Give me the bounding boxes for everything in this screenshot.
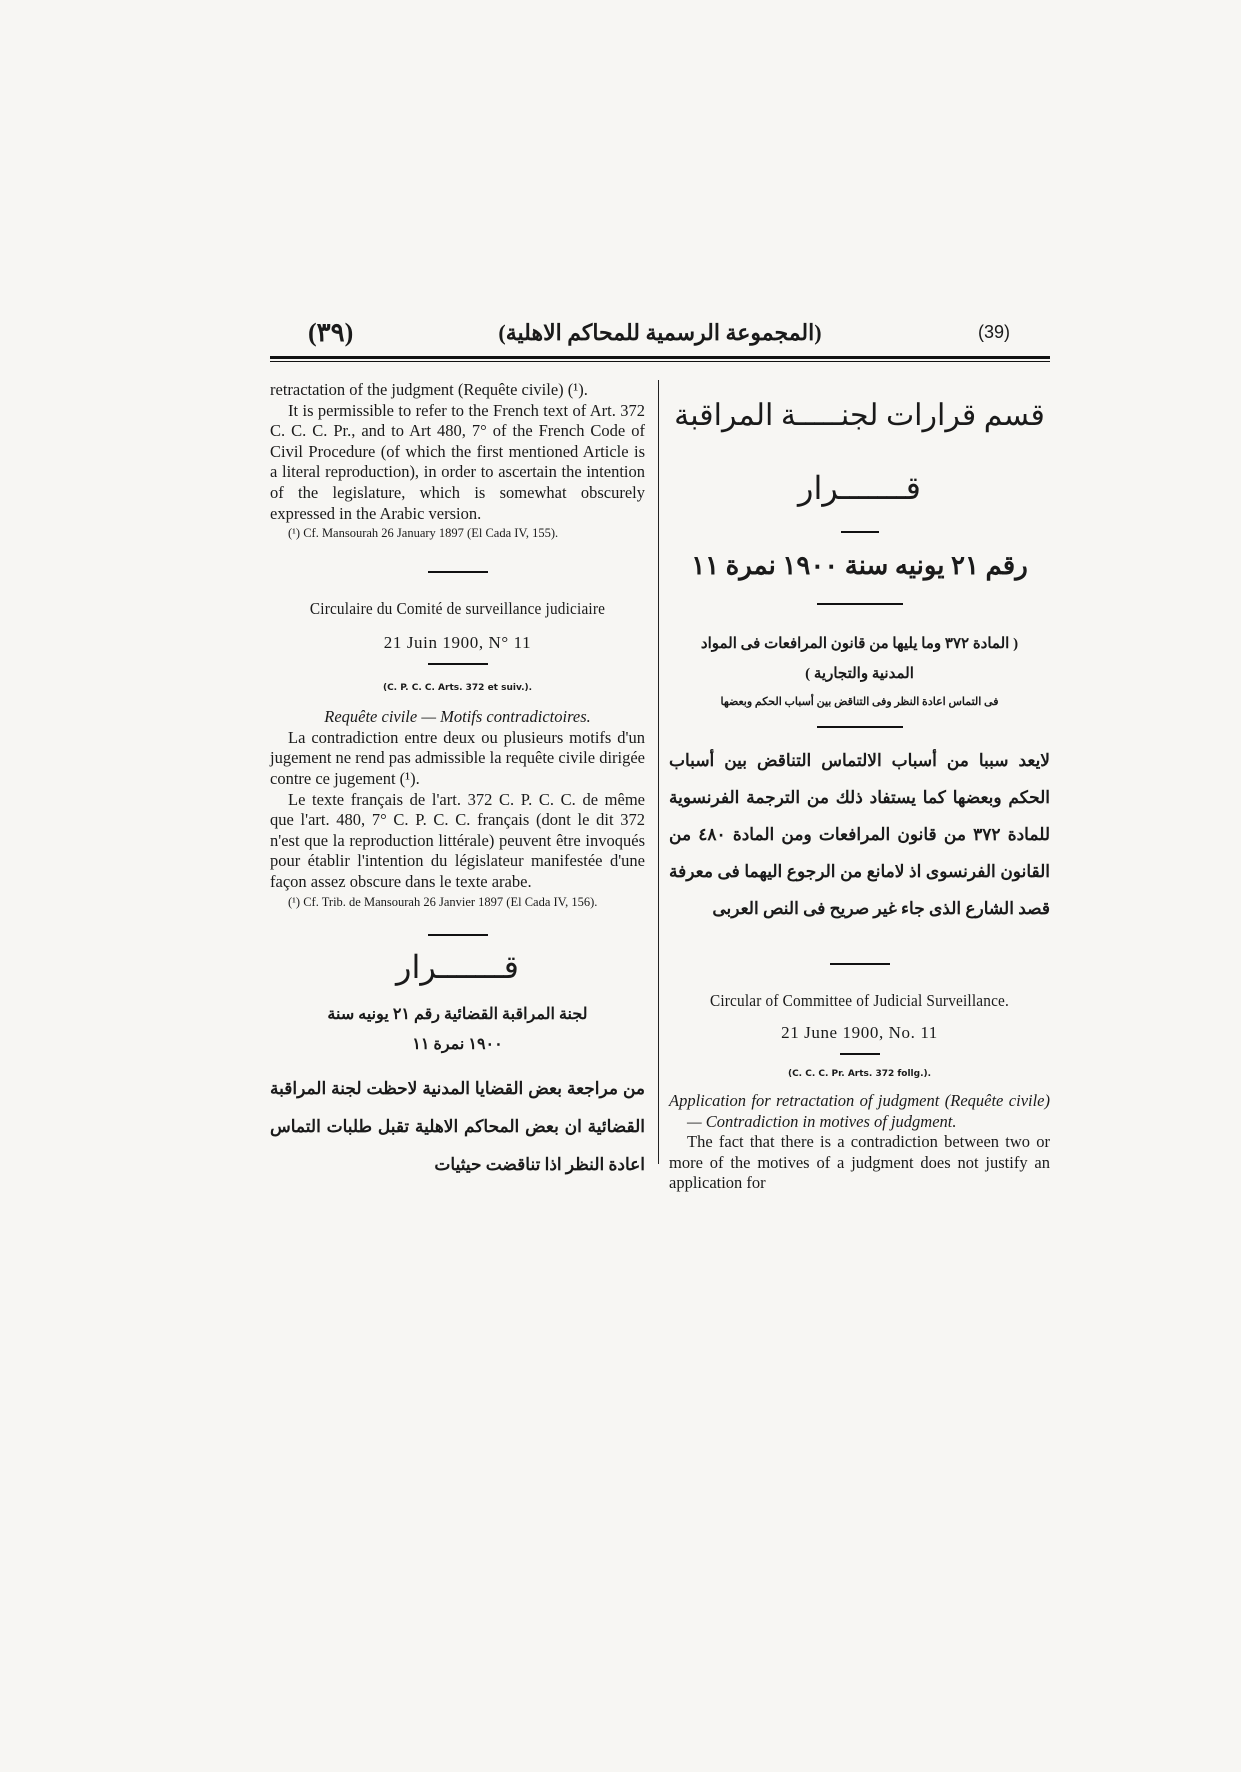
subject-rule: [817, 726, 903, 728]
french-date: 21 Juin 1900, N° 11: [383, 633, 532, 653]
arabic-heading-line-1: لجنة المراقبة القضائية رقم ٢١ يونيه سنة: [327, 1005, 588, 1023]
english-continuation-paragraph: It is permissible to refer to the French text of Art. 372 C. C. C. Pr., and to Art 480, 7° of the French Code of Civil Procedure (of which the first mentioned Article is a literal reproduction), in order to ascertain the intention of the legislature, which is somewhat obscurely expressed in the Arabic version.: [270, 400, 645, 523]
english-body: The fact that there is a contradiction between two or more of the motives of a judgment does not justify an application for: [669, 1132, 1050, 1193]
arabic-qarar-left: قـــــــرار: [396, 948, 519, 985]
french-footnote: (¹) Cf. Trib. de Mansourah 26 Janvier 1897 (El Cada IV, 156).: [288, 894, 598, 909]
section-rule: [428, 571, 488, 573]
french-paragraph-1: La contradiction entre deux ou plusieurs motifs d'un jugement ne rend pas admissible la requête civile dirigée contre ce jugement (¹).: [270, 727, 645, 788]
french-reference: (C. P. C. C. Arts. 372 et suiv.).: [382, 683, 533, 694]
section-rule: [830, 963, 890, 965]
arabic-qarar-right: قـــــــرار: [798, 470, 921, 506]
qarar-rule: [841, 531, 879, 533]
right-column: [655, 380, 1050, 1194]
arabic-heading-line-2: ١٩٠٠ نمرة ١١: [412, 1035, 503, 1053]
header-rule: [270, 356, 1050, 362]
arabic-body-left: من مراجعة بعض القضايا المدنية لاحظت لجنة المراقبة القضائية ان بعض المحاكم الاهلية تقبل طلبات التماس اعادة النظر اذا تناقضت حيثيات: [270, 1078, 645, 1174]
french-paragraph-2: Le texte français de l'art. 372 C. P. C. C. de même que l'art. 480, 7° C. P. C. C. français (dont le dit 372 n'est que la reproduction littérale) peuvent être invoqués pour établir l'intention du législateur manifestée d'une façon assez obscure dans le texte arabe.: [270, 789, 645, 891]
arabic-subject: فى التماس اعادة النظر وفى التناقض بين أسباب الحكم وبعضها: [720, 696, 999, 708]
two-column-body: [270, 380, 1050, 1194]
arabic-body-right: لايعد سببا من أسباب الالتماس التناقض بين أسباب الحكم وبعضها كما يستفاد ذلك من الترجمة الفرنسوية للمادة ٣٧٢ من قانون المرافعات ومن المادة ٤٨٠ من القانون الفرنسوى اذ لامانع من الرجوع اليهما فى معرفة قصد الشارع الذى جاء غير صريح فى النص العربى: [669, 751, 1050, 918]
date-rule: [428, 663, 488, 665]
document-page: [270, 318, 1050, 1194]
arabic-articles-line-2: المدنية والتجارية ): [805, 666, 914, 682]
section-rule: [428, 934, 488, 936]
running-title: (المجموعة الرسمية للمحاكم الاهلية): [498, 320, 822, 345]
arabic-date: رقم ٢١ يونيه سنة ١٩٠٠ نمرة ١١: [691, 551, 1028, 580]
english-subject: Application for retractation of judgment (Requête civile) — Contradiction in motives of judgment.: [669, 1091, 1050, 1131]
french-subject: Requête civile — Motifs contradictoires.: [324, 707, 591, 727]
arabic-articles-line-1: ( المادة ٣٧٢ وما يليها من قانون المرافعات فى المواد: [700, 636, 1019, 652]
column-divider: [658, 380, 659, 1164]
english-heading: Circular of Committee of Judicial Surveillance.: [709, 991, 1010, 1010]
running-header: [270, 318, 1050, 352]
page-number-arabic: (٣٩): [308, 318, 354, 347]
left-column: [270, 380, 655, 1194]
french-heading: Circulaire du Comité de surveillance judiciaire: [309, 599, 606, 619]
english-continuation-line: retractation of the judgment (Requête civile) (¹).: [270, 380, 588, 399]
date-rule: [817, 603, 903, 605]
english-date: 21 June 1900, No. 11: [781, 1023, 938, 1042]
page-number-english: (39): [977, 322, 1010, 342]
arabic-section-title: قسم قرارات لجنـــــة المراقبة: [674, 399, 1045, 432]
date-rule: [840, 1053, 880, 1055]
english-footnote: (¹) Cf. Mansourah 26 January 1897 (El Cada IV, 155).: [288, 526, 559, 541]
english-reference: (C. C. C. Pr. Arts. 372 follg.).: [787, 1069, 932, 1079]
